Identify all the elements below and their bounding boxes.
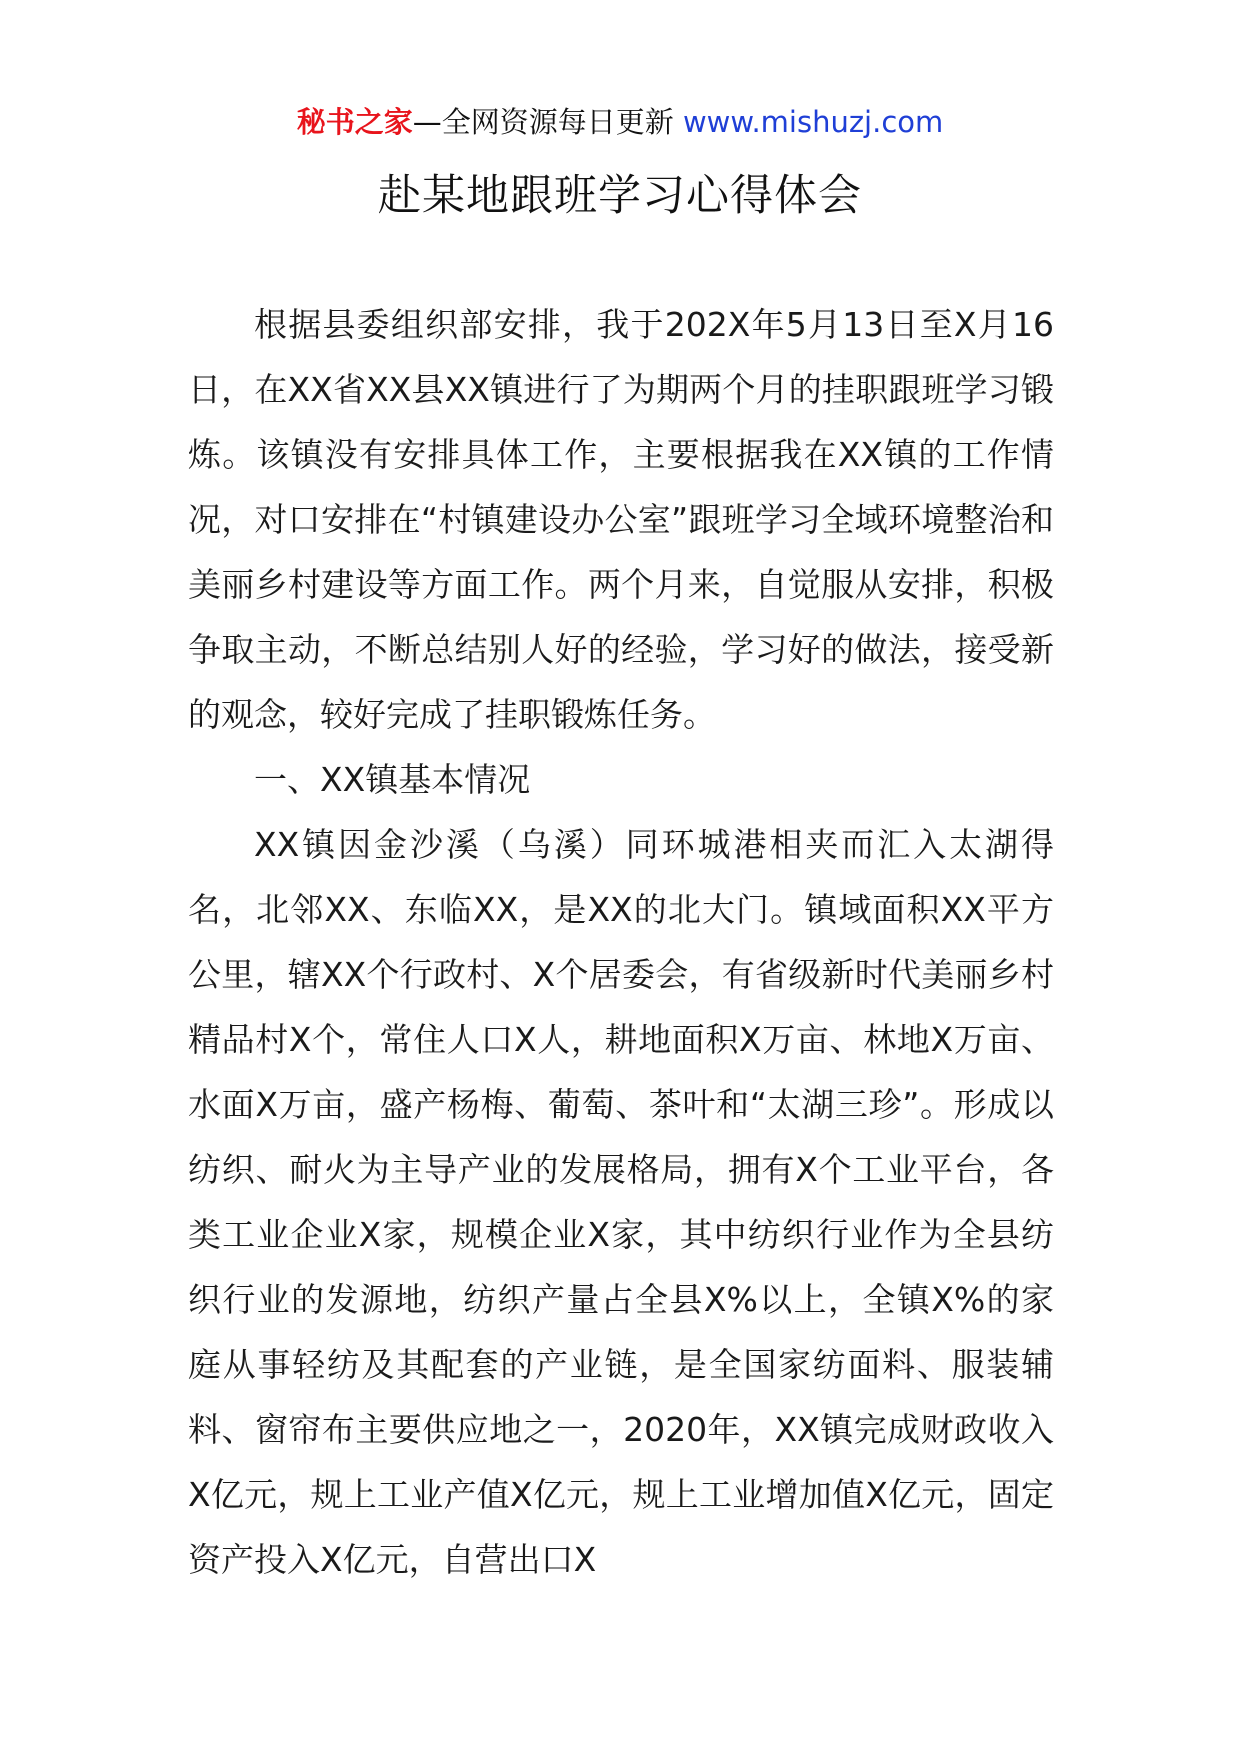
site-slogan: —全网资源每日更新	[412, 105, 674, 139]
document-body	[188, 292, 1054, 1592]
paragraph-intro: 根据县委组织部安排，我于202X年5月13日至X月16日，在XX省XX县XX镇进行了为期两个月的挂职跟班学习锻炼。该镇没有安排具体工作，主要根据我在XX镇的工作情况，对口安排在“村镇建设办公室”跟班学习全域环境整治和美丽乡村建设等方面工作。两个月来，自觉服从安排，积极争取主动，不断总结别人好的经验，学习好的做法，接受新的观念，较好完成了挂职锻炼任务。	[188, 305, 1054, 734]
paragraph-town-overview: XX镇因金沙溪（乌溪）同环城港相夹而汇入太湖得名，北邻XX、东临XX，是XX的北大门。镇域面积XX平方公里，辖XX个行政村、X个居委会，有省级新时代美丽乡村精品村X个，常住人口X人，耕地面积X万亩、林地X万亩、水面X万亩，盛产杨梅、葡萄、茶叶和“太湖三珍”。形成以纺织、耐火为主导产业的发展格局，拥有X个工业平台，各类工业企业X家，规模企业X家，其中纺织行业作为全县纺织行业的发源地，纺织产量占全县X%以上，全镇X%的家庭从事轻纺及其配套的产业链，是全国家纺面料、服装辅料、窗帘布主要供应地之一，2020年，XX镇完成财政收入X亿元，规上工业产值X亿元，规上工业增加值X亿元，固定资产投入X亿元，自营出口X	[188, 825, 1054, 1579]
site-url-link[interactable]: www.mishuzj.com	[682, 105, 944, 139]
section-heading: 一、XX镇基本情况	[254, 760, 531, 799]
site-brand: 秘书之家	[296, 105, 413, 139]
document-title: 赴某地跟班学习心得体会	[378, 171, 862, 221]
site-banner	[0, 102, 1240, 142]
